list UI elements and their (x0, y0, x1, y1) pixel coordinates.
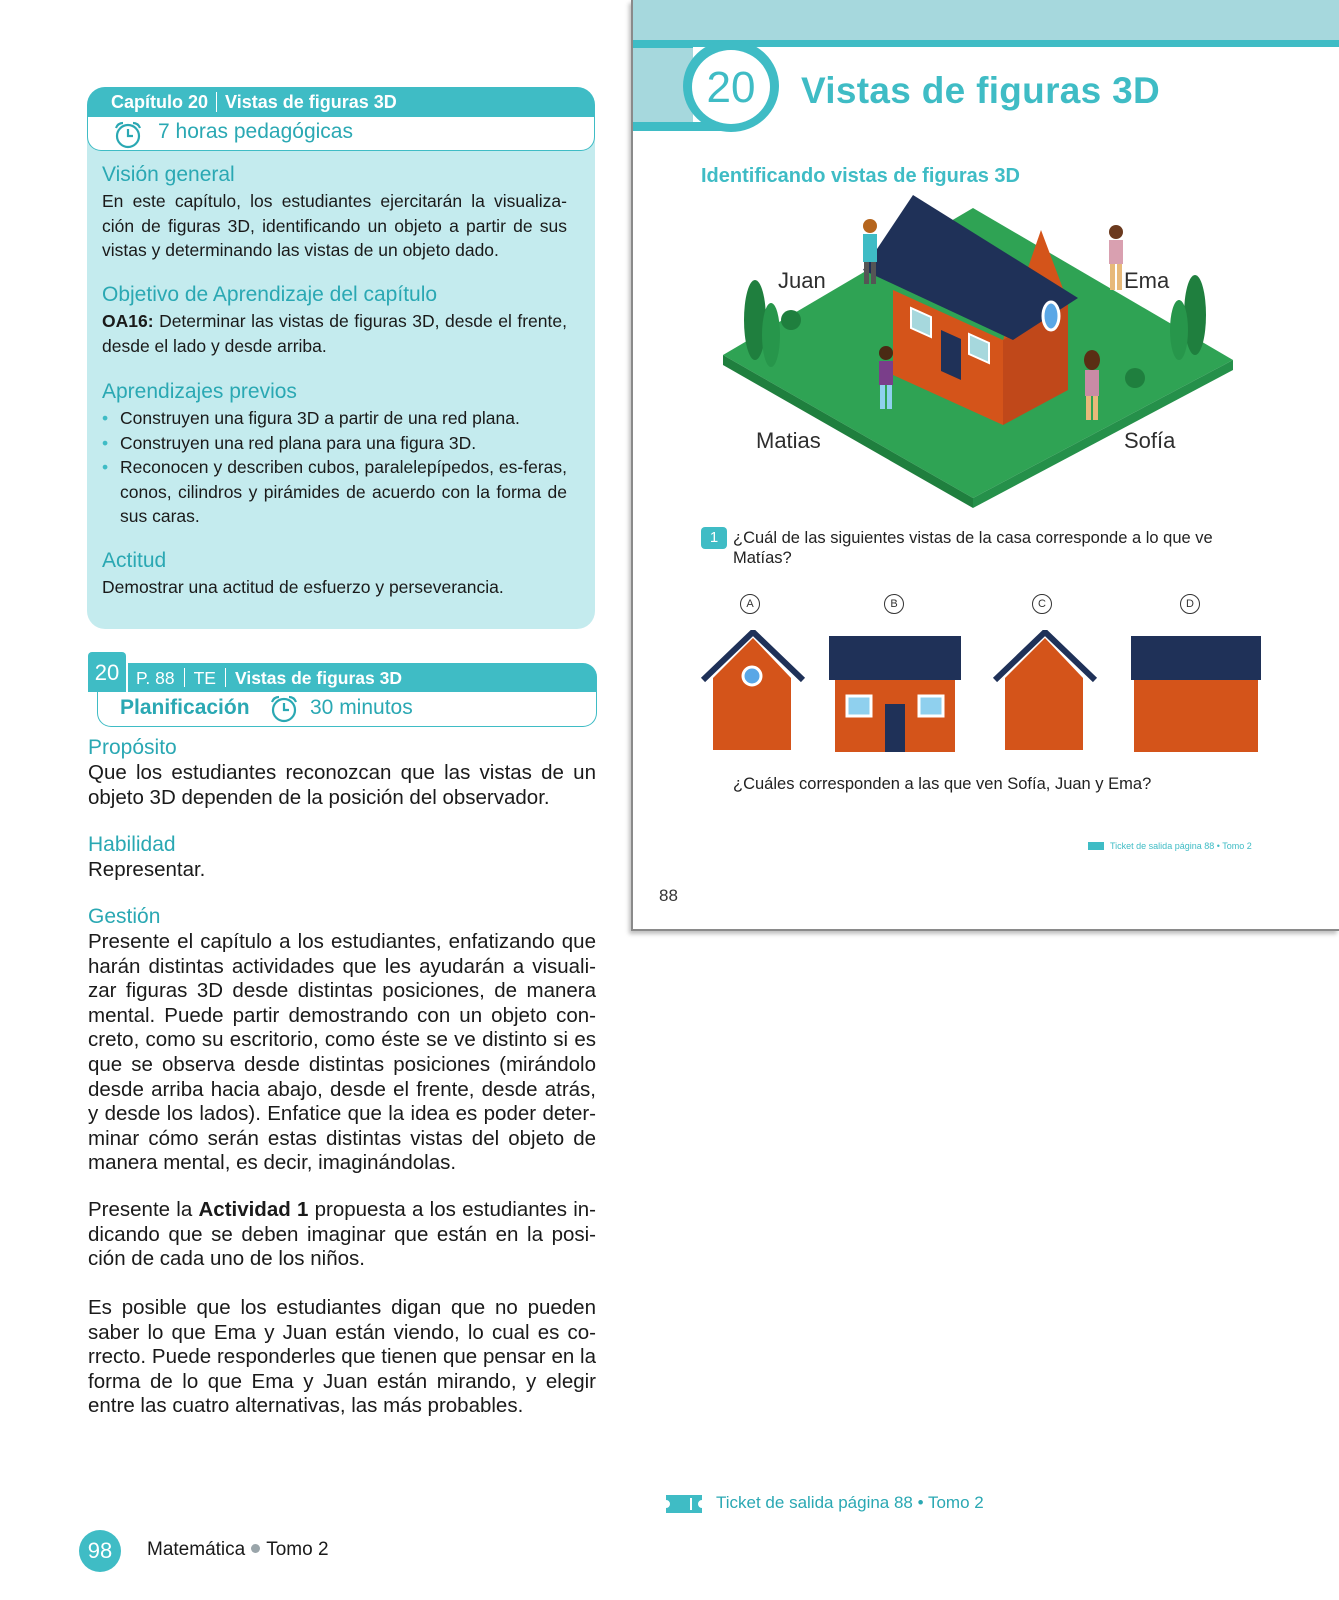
option-d-label: D (1180, 594, 1200, 614)
text-span: Presente la (88, 1198, 199, 1221)
management-paragraph-3: Es posible que los estudiantes digan que no pueden saber lo que Ema y Juan están viendo, lo cual es co-rrecto. Puede responderles que tienen que pensar en la forma de lo que Ema y Juan están mirando, y elegir entre las cuatro alternativas, las más probables. (88, 1296, 596, 1418)
purpose-body: Que los estudiantes reconozcan que las vistas de un objeto 3D dependen de la posición del observador. (88, 761, 596, 809)
header-band-left (633, 0, 693, 130)
vision-title: Visión general (102, 163, 235, 186)
planning-duration: 30 minutos (310, 696, 413, 719)
view-option-a (701, 630, 805, 752)
view-option-d (1131, 636, 1261, 752)
label-juan: Juan (778, 268, 826, 293)
mini-exit-ticket (1088, 841, 1252, 851)
attitude-body: Demostrar una actitud de esfuerzo y perseverancia. (102, 577, 504, 597)
list-item: • Construyen una figura 3D a partir de una red plana. (102, 406, 567, 431)
planning-label: Planificación (120, 696, 250, 719)
planning-number: 20 (88, 652, 126, 692)
list-item: • Reconocen y describen cubos, paralelepípedos, es-feras, conos, cilindros y pirámides de acuerdo con la forma de sus caras. (102, 455, 567, 529)
ticket-icon (666, 1495, 702, 1513)
planning-page: P. 88 (136, 668, 175, 688)
planning-title: Vistas de figuras 3D (234, 668, 402, 688)
house-scene-illustration (723, 190, 1263, 520)
label-sofia: Sofía (1124, 428, 1176, 453)
chapter-card (87, 87, 595, 629)
planning-header (87, 652, 597, 727)
management-title: Gestión (88, 905, 161, 928)
label-ema: Ema (1124, 268, 1170, 293)
book-subtitle: Identificando vistas de figuras 3D (701, 165, 1020, 187)
planning-bar (128, 663, 597, 692)
question-2-text: ¿Cuáles corresponden a las que ven Sofía, Juan y Ema? (733, 775, 1152, 793)
chapter-hours-box (87, 117, 595, 151)
prior-title: Aprendizajes previos (102, 380, 297, 403)
volume-label: Tomo 2 (266, 1539, 329, 1560)
option-c-label: C (1032, 594, 1052, 614)
book-title: Vistas de figuras 3D (801, 70, 1161, 111)
option-a-label: A (740, 594, 760, 614)
alarm-clock-icon (112, 120, 144, 150)
textbook-page (631, 0, 1339, 931)
objective-text: Determinar las vistas de figuras 3D, desde el frente, desde el lado y desde arriba. (102, 311, 567, 356)
prior-list (102, 406, 567, 529)
management-paragraph-1: Presente el capítulo a los estudiantes, enfatizando que harán distintas actividades que les ayudarán a visuali-zar figuras 3D desde distintas posiciones, de manera mental. Puede partir demostrando con un objeto con-creto, como su escritorio, como éste se ve distinto si es que se observa desde distintas posiciones (mirándolo desde arriba hacia abajo, desde el frente, desde atrás, y desde los lados). Enfatice que la idea es poder deter-minar cómo serán estas distintas vistas del objeto de manera mental, es decir, imaginándolas. (88, 930, 596, 1175)
list-item: • Construyen una red plana para una figura 3D. (102, 431, 567, 456)
skill-body: Representar. (88, 858, 206, 881)
objective-body (102, 309, 567, 358)
page-number: 98 (79, 1530, 121, 1572)
text-span: propuesta a los estudiantes in-dicando que se deben imaginar que están en la posi-ción de cada uno de los niños. (88, 1198, 596, 1271)
footer-subject (147, 1539, 329, 1561)
planning-te: TE (193, 668, 216, 688)
ticket-icon (1088, 842, 1104, 850)
view-option-c (993, 630, 1097, 752)
alarm-clock-icon (268, 694, 300, 724)
dot-icon (251, 1544, 260, 1553)
chapter-title: Vistas de figuras 3D (225, 92, 397, 112)
chapter-label: Capítulo 20 (111, 92, 209, 112)
label-matias: Matias (756, 428, 821, 453)
activity-reference: Actividad 1 (198, 1198, 309, 1221)
management-paragraph-2 (88, 1198, 596, 1272)
option-b-label: B (884, 594, 904, 614)
mini-ticket-text: Ticket de salida página 88 • Tomo 2 (1110, 841, 1252, 851)
purpose-title: Propósito (88, 736, 177, 759)
objective-title: Objetivo de Aprendizaje del capítulo (102, 283, 438, 306)
question-number: 1 (701, 527, 727, 549)
chapter-header (87, 87, 595, 117)
exit-ticket-text: Ticket de salida página 88 • Tomo 2 (716, 1493, 984, 1512)
subject-label: Matemática (147, 1539, 246, 1560)
view-option-b (829, 636, 961, 752)
chapter-hours: 7 horas pedagógicas (158, 120, 353, 143)
planning-duration-box (97, 692, 597, 727)
chapter-badge-number: 20 (692, 50, 770, 124)
objective-code: OA16: (102, 311, 154, 331)
question-text: ¿Cuál de las siguientes vistas de la casa corresponde a lo que ve Matías? (733, 529, 1213, 567)
attitude-title: Actitud (102, 549, 167, 572)
book-page-number: 88 (659, 886, 678, 905)
skill-title: Habilidad (88, 833, 176, 856)
vision-body: En este capítulo, los estudiantes ejercitarán la visualiza-ción de figuras 3D, identificando un objeto a partir de sus vistas y determinando las vistas de un objeto dado. (102, 191, 567, 260)
